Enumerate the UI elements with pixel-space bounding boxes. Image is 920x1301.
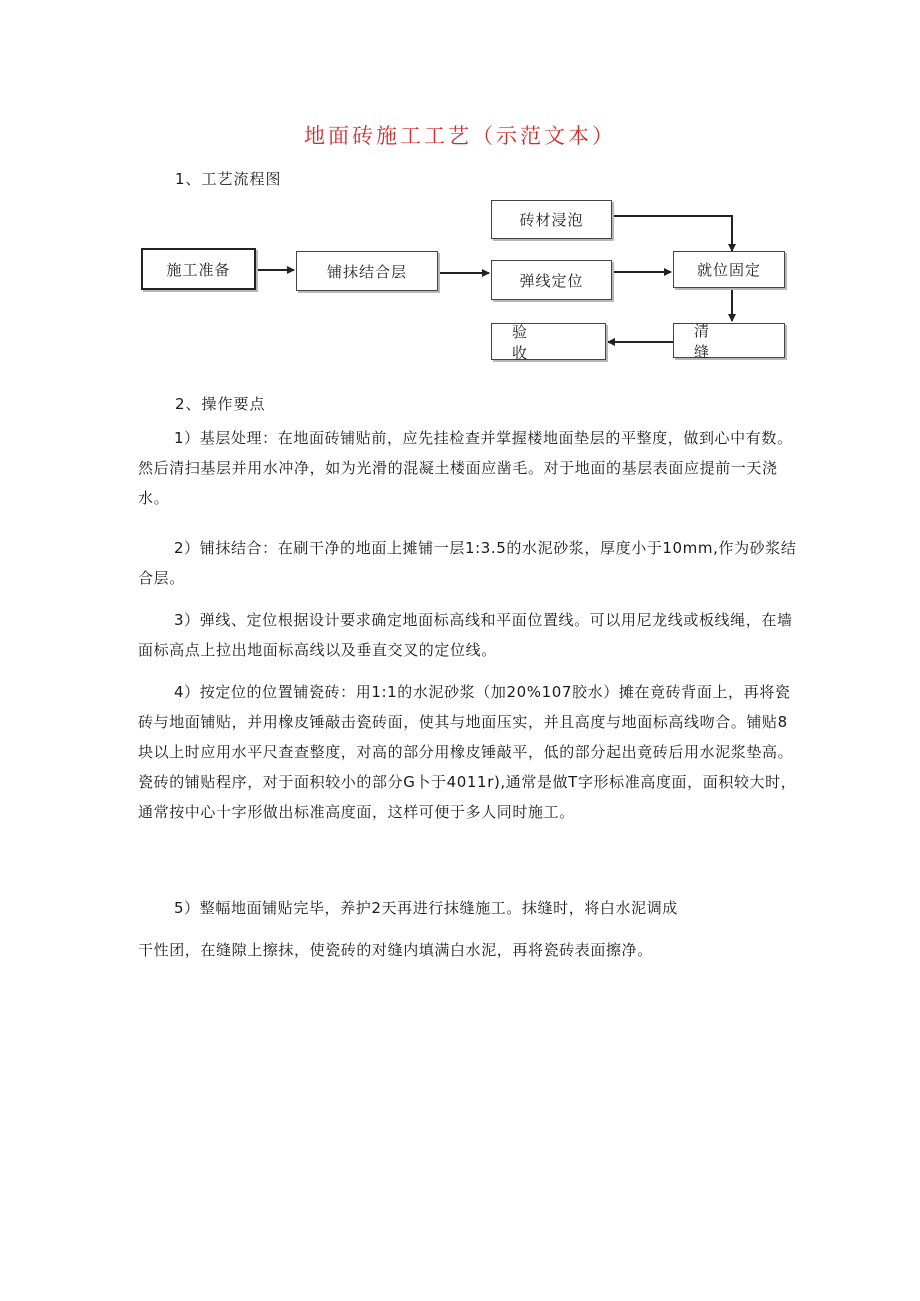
flow-step-fix: 就位固定 [673,251,785,288]
process-flowchart [0,190,920,370]
flow-step-prep: 施工准备 [141,248,256,290]
paragraph-grouting-2 [138,935,798,965]
flow-step-line: 弹线定位 [491,260,612,300]
paragraph-text: 干性团，在缝隙上擦抹，使瓷砖的对缝内填满白水泥，再将瓷砖表面擦净。 [138,941,653,959]
section-heading-flowchart: 1、工艺流程图 [175,170,282,188]
paragraph-grouting-1 [138,893,798,923]
paragraph-text: 3）弹线、定位根据设计要求确定地面标高线和平面位置线。可以用尼龙线或板线绳，在墙面标高点上拉出地面标高线以及垂直交叉的定位线。 [138,611,793,659]
section-heading-key-points: 2、操作要点 [175,395,266,413]
paragraph-base-treatment [138,423,798,513]
flow-step-accept: 验 收 [491,323,606,360]
flow-step-clean: 清 缝 [673,323,785,358]
paragraph-text: 2）铺抹结合：在刷干净的地面上摊铺一层1:3.5的水泥砂浆，厚度小于10mm,作为砂浆结合层。 [138,539,797,587]
paragraph-tile-laying [138,677,798,827]
paragraph-text: 5）整幅地面铺贴完毕，养护2天再进行抹缝施工。抹缝时，将白水泥调成 [174,899,678,917]
paragraph-line-positioning [138,605,798,665]
flow-step-bond: 铺抹结合层 [296,251,438,291]
document-title: 地面砖施工工艺（示范文本） [304,124,616,148]
paragraph-bonding-layer [138,533,798,593]
flow-step-soak: 砖材浸泡 [491,200,612,239]
arrow-soak-to-fix [612,216,732,251]
paragraph-text: 4）按定位的位置铺瓷砖：用1:1的水泥砂浆（加20%107胶水）摊在竟砖背面上，再将瓷砖与地面铺贴，并用橡皮锤敲击瓷砖面，使其与地面压实，并且高度与地面标高线吻合。铺贴8块以上时应用水平尺查查整度，对高的部分用橡皮锤敲平，低的部分起出竟砖后用水泥浆垫高。瓷砖的铺贴程序，对于面积较小的部分G卜于4011r),通常是做T字形标准高度面，面积较大时，通常按中心十字形做出标准高度面，这样可便于多人同时施工。 [138,683,797,821]
paragraph-text: 1）基层处理：在地面砖铺贴前，应先挂检查并掌握楼地面垫层的平整度，做到心中有数。然后清扫基层并用水冲净，如为光滑的混凝土楼面应凿毛。对于地面的基层表面应提前一天浇水。 [138,429,793,507]
